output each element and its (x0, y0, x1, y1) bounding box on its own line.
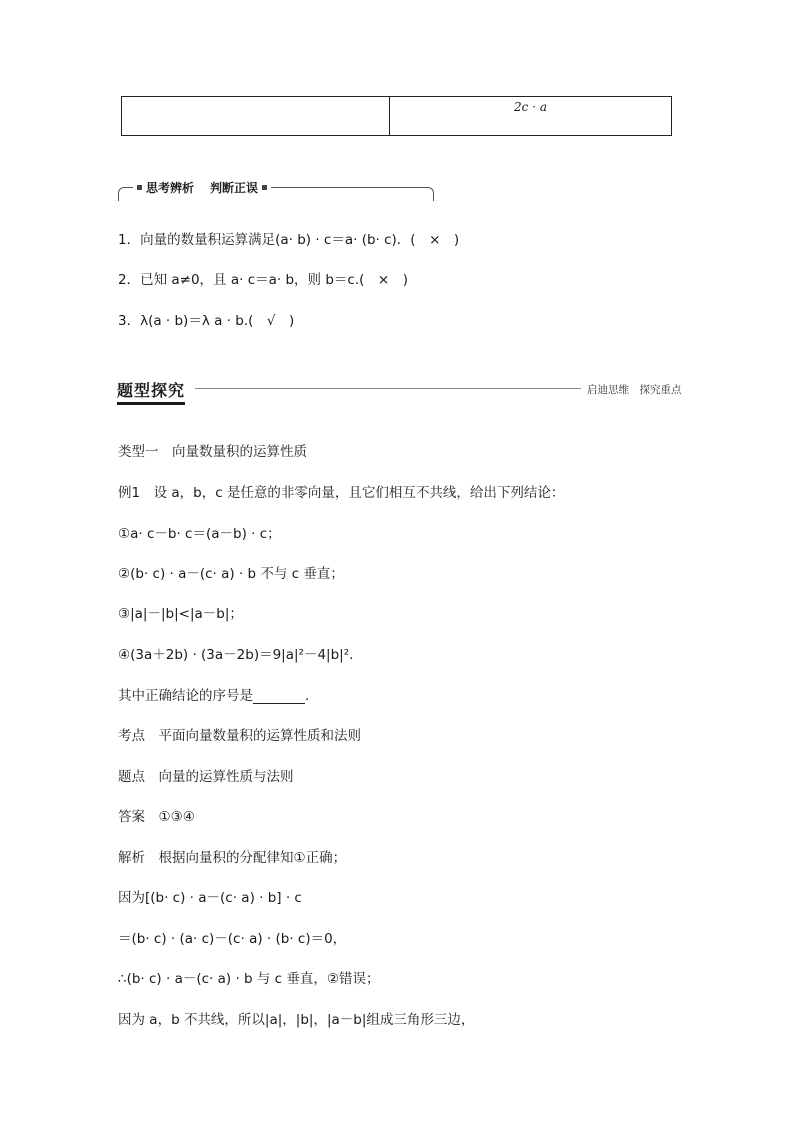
step-2: ＝(b· c) · (a· c)－(c· a) · (b· c)＝0， (118, 931, 347, 947)
section-title: 题型探究 (117, 378, 185, 405)
question-line (118, 684, 309, 704)
think-label-a: 思考辨析 (146, 181, 195, 195)
step-4: 因为 a，b 不共线，所以|a|，|b|，|a－b|组成三角形三边， (118, 1012, 475, 1028)
section-subtitle: 启迪思维 探究重点 (587, 384, 682, 396)
judge-item-3: 3．λ(a · b)＝λ a · b.( √ ) (118, 313, 295, 329)
step-3: ∴(b· c) · a－(c· a) · b 与 c 垂直，②错误； (118, 971, 380, 987)
conclusion-2: ②(b· c) · a－(c· a) · b 不与 c 垂直； (118, 566, 344, 582)
conclusion-4: ④(3a＋2b) · (3a－2b)＝9|a|²－4|b|². (118, 647, 354, 663)
square-bullet-icon (262, 185, 267, 190)
conclusion-3: ③|a|－|b|<|a－b|； (118, 606, 243, 622)
square-bullet-icon (137, 185, 142, 190)
step-1: 因为[(b· c) · a－(c· a) · b] · c (118, 890, 302, 906)
judge-item-2: 2．已知 a≠0，且 a· c＝a· b，则 b＝c.( × ) (118, 272, 408, 288)
section-divider (195, 388, 581, 389)
judge-item-1: 1．向量的数量积运算满足(a· b) · c＝a· (b· c)．( × ) (118, 232, 460, 248)
think-label-b: 判断正误 (210, 181, 259, 195)
example-statement: 例1 设 a，b，c 是任意的非零向量，且它们相互不共线，给出下列结论： (118, 485, 565, 501)
analysis-line: 解析 根据向量积的分配律知①正确； (118, 850, 347, 866)
kaodian-line: 考点 平面向量数量积的运算性质和法则 (118, 728, 361, 744)
answer-blank (253, 689, 305, 704)
table-cell-left (122, 97, 390, 135)
type-heading: 类型一 向量数量积的运算性质 (118, 444, 307, 460)
table-cell-right: 2c · a (514, 100, 547, 114)
question-end: . (305, 688, 310, 704)
answer-table (121, 96, 672, 136)
conclusion-1: ①a· c－b· c＝(a－b) · c； (118, 526, 281, 542)
think-section-label (133, 179, 271, 196)
answer-line: 答案 ①③④ (118, 809, 195, 825)
tidian-line: 题点 向量的运算性质与法则 (118, 769, 294, 785)
question-text: 其中正确结论的序号是 (118, 688, 253, 704)
